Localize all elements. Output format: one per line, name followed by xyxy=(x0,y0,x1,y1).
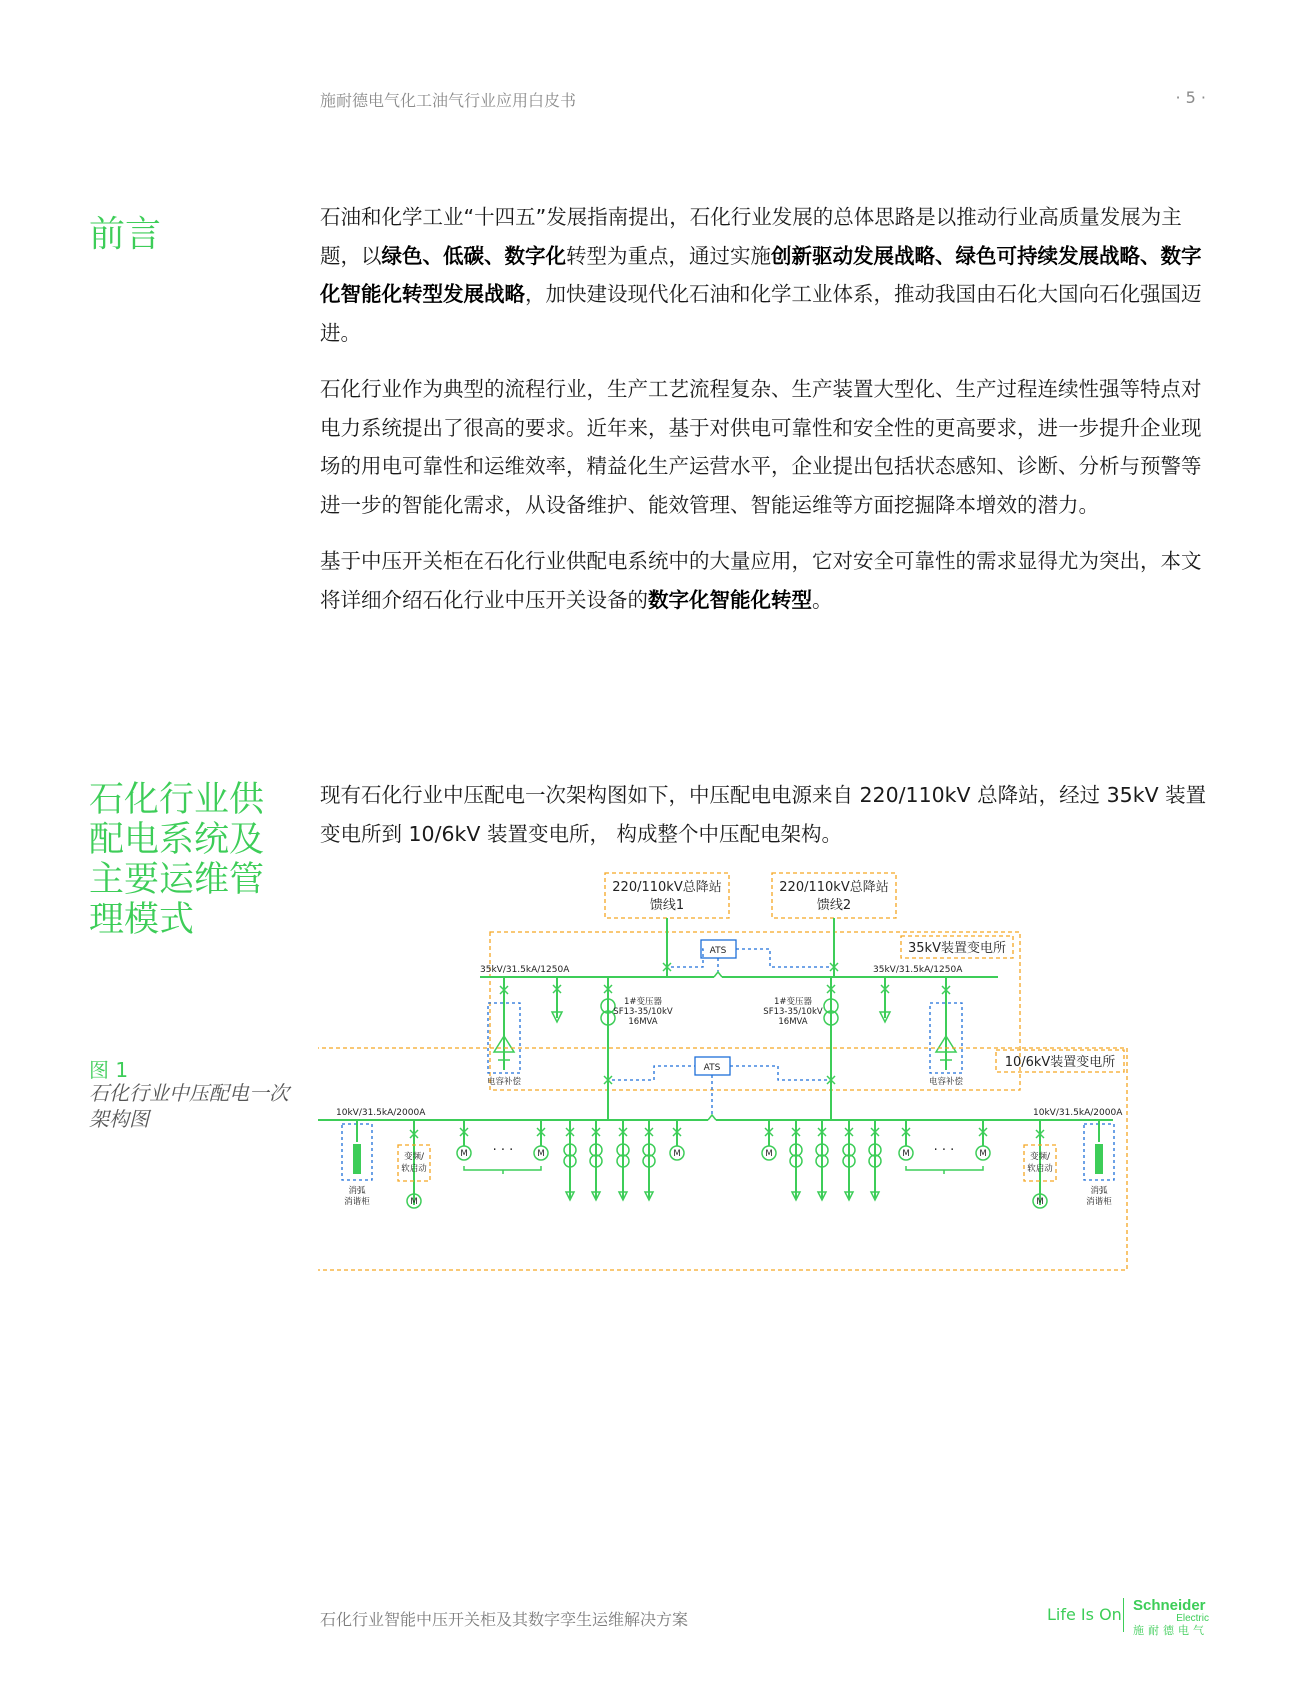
svg-text:M: M xyxy=(673,1149,681,1159)
vfd-right-motor-label: M xyxy=(1036,1197,1044,1207)
figure-label: 图 1 xyxy=(89,1058,129,1082)
text-run: 石化行业作为典型的流程行业，生产工艺流程复杂、生产装置大型化、生产过程连续性强等特点对电力系统提出了很高的要求。近年来，基于对供电可靠性和安全性的更高要求，进一步提升企业现场的用电可靠性和运维效率，精益化生产运营水平，企业提出包括状态感知、诊断、分析与预警等进一步的智能化需求，从设备维护、能效管理、智能运维等方面挖掘降本增效的潜力。 xyxy=(320,377,1202,517)
arc-right-label-line2: 消谐柜 xyxy=(1086,1197,1112,1207)
svg-text:M: M xyxy=(537,1149,545,1159)
feeder2-label-line2: 馈线2 xyxy=(816,898,852,913)
ats-10kv-link-right xyxy=(730,1066,827,1080)
brand-sub: Electric xyxy=(1176,1613,1209,1624)
tx2-label-line3: 16MVA xyxy=(778,1017,808,1027)
arc-left-label-line2: 消谐柜 xyxy=(344,1197,370,1207)
right-tx-feeders xyxy=(762,1120,881,1200)
ats-35kv-link-left xyxy=(671,949,703,967)
bus-10kv-left-label: 10kV/31.5kA/2000A xyxy=(336,1108,426,1118)
substation-10kv-frame xyxy=(318,1048,1127,1270)
svg-text:M: M xyxy=(460,1149,468,1159)
section-title-power-system: 石化行业供配电系统及主要运维管理模式 xyxy=(89,780,265,940)
tx1-label-line1: 1#变压器 xyxy=(623,997,663,1007)
footer-slogan: Life Is On xyxy=(1047,1605,1122,1624)
left-motor-group xyxy=(457,1120,548,1174)
bold-text: 创新驱动发展战略、绿色可持续发展战略、数字化智能化转型发展战略 xyxy=(320,243,1202,306)
motor-right-dots: · · · xyxy=(933,1143,955,1158)
bold-text: 数字化智能化转型 xyxy=(648,587,812,612)
ats-35kv-link-right xyxy=(736,949,830,967)
bus-35kv-left-label: 35kV/31.5kA/1250A xyxy=(480,965,570,975)
svg-text:M: M xyxy=(979,1149,987,1159)
text-run: 基于中压开关柜在石化行业供配电系统中的大量应用，它对安全可靠性的需求显得尤为突出，本文将详细介绍石化行业中压开关设备的 xyxy=(320,549,1202,612)
header-title: 施耐德电气化工油气行业应用白皮书 xyxy=(320,91,577,110)
text-run: 。 xyxy=(812,587,833,612)
preface-paragraph-2 xyxy=(320,370,1210,524)
preface-paragraph-3 xyxy=(320,542,1210,619)
text-run: 石油和化学工业“十四五”发展指南提出，石化行业发展的总体思路是以推动行业高质量发展为主题，以 xyxy=(320,205,1182,268)
bus-10kv-right-label: 10kV/31.5kA/2000A xyxy=(1033,1108,1123,1118)
footer-divider xyxy=(1123,1598,1124,1632)
tx1-label-line3: 16MVA xyxy=(628,1017,658,1027)
tx2-label-line1: 1#变压器 xyxy=(773,997,813,1007)
arc-left-label-line1: 消弧 xyxy=(348,1186,366,1196)
substation-10kv-label: 10/6kV装置变电所 xyxy=(1004,1055,1116,1070)
page-number: · 5 · xyxy=(1175,88,1206,107)
vfd-left-motor-label: M xyxy=(410,1197,418,1207)
ats-35kv-label: ATS xyxy=(709,946,727,956)
vfd-left-label-line1: 变频/ xyxy=(404,1152,424,1162)
preface-paragraph-1 xyxy=(320,198,1210,352)
arc-right-label-line1: 消弧 xyxy=(1090,1186,1108,1196)
power-system-body xyxy=(320,776,1210,871)
preface-body xyxy=(320,198,1210,637)
vfd-left-label-line2: 软启动 xyxy=(401,1164,427,1174)
feeder2-label-line1: 220/110kV总降站 xyxy=(779,880,889,895)
bus-35kv-tie-icon xyxy=(714,972,722,977)
mv-distribution-diagram xyxy=(318,870,1188,1330)
svg-text:M: M xyxy=(902,1149,910,1159)
left-tx-feeders xyxy=(564,1120,684,1200)
section-title-preface: 前言 xyxy=(89,214,162,255)
svg-text:M: M xyxy=(765,1149,773,1159)
brand-cn: 施耐德电气 xyxy=(1133,1624,1208,1637)
tx2-label-line2: SF13-35/10kV xyxy=(763,1007,823,1017)
ats-10kv-link-left xyxy=(612,1066,695,1080)
figure-caption: 石化行业中压配电一次架构图 xyxy=(89,1081,289,1131)
substation-35kv-label: 35kV装置变电所 xyxy=(908,941,1006,956)
bold-text: 绿色、低碳、数字化 xyxy=(381,243,566,268)
feeder1-label-line2: 馈线1 xyxy=(649,898,685,913)
ats-10kv-label: ATS xyxy=(703,1063,721,1073)
right-motor-group xyxy=(899,1120,990,1174)
cap-left-label: 电容补偿 xyxy=(486,1077,522,1087)
motor-left-dots: · · · xyxy=(492,1143,514,1158)
tx1-label-line2: SF13-35/10kV xyxy=(613,1007,673,1017)
schneider-logo xyxy=(1133,1598,1213,1637)
bus-35kv-right-label: 35kV/31.5kA/1250A xyxy=(873,965,963,975)
brand-name: Schneider xyxy=(1133,1597,1206,1614)
vfd-right-label-line1: 变频/ xyxy=(1030,1152,1050,1162)
vfd-right-label-line2: 软启动 xyxy=(1027,1164,1053,1174)
footer-title: 石化行业智能中压开关柜及其数字孪生运维解决方案 xyxy=(320,1610,689,1629)
feeder1-label-line1: 220/110kV总降站 xyxy=(612,880,722,895)
text-run: ，加快建设现代化石油和化学工业体系，推动我国由石化大国向石化强国迈进。 xyxy=(320,282,1202,345)
arc-right-coil-icon xyxy=(1095,1144,1103,1174)
power-system-paragraph: 现有石化行业中压配电一次架构图如下，中压配电电源来自 220/110kV 总降站，经过 35kV 装置变电所到 10/6kV 装置变电所， 构成整个中压配电架构。 xyxy=(320,783,1207,846)
cap-right-label: 电容补偿 xyxy=(928,1077,964,1087)
text-run: 转型为重点，通过实施 xyxy=(566,243,771,268)
bus-10kv-tie-icon xyxy=(708,1115,716,1120)
arc-left-coil-icon xyxy=(353,1144,361,1174)
